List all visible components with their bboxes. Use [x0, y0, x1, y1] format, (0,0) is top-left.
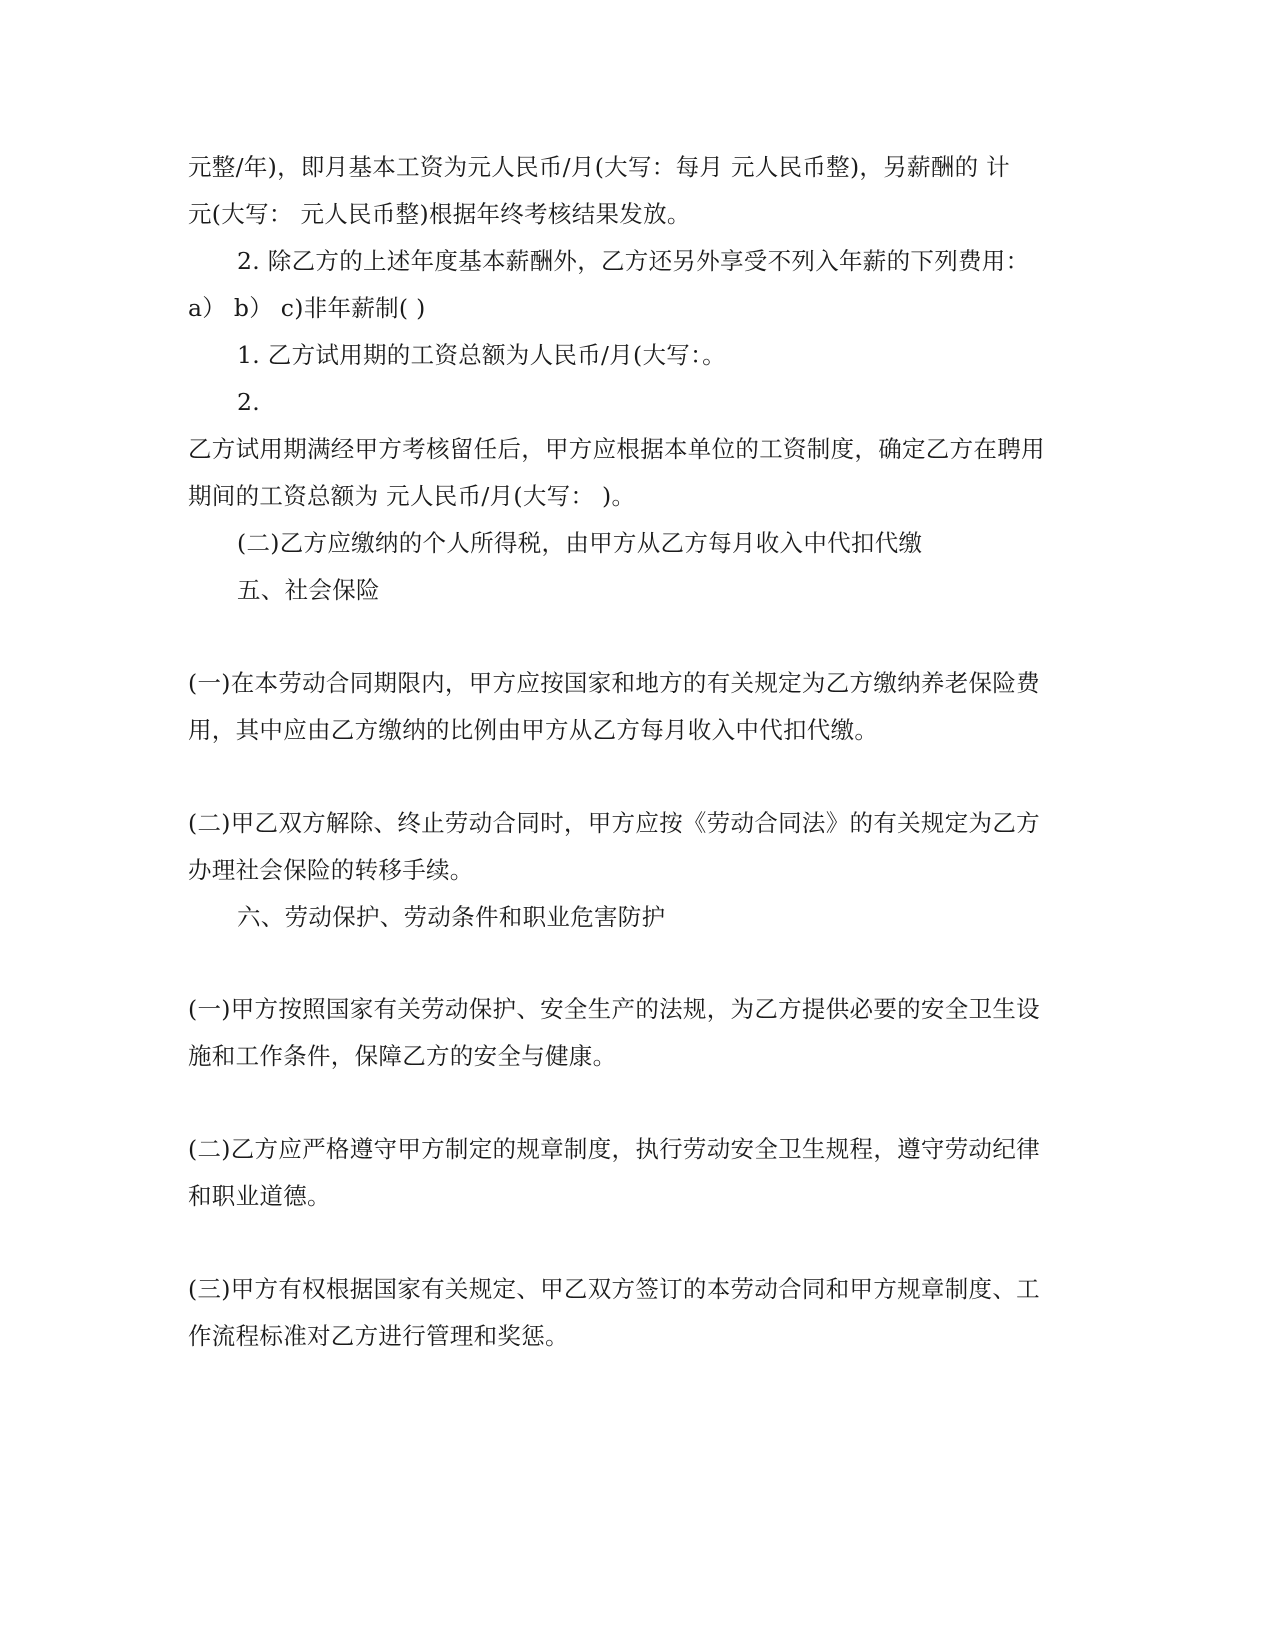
text-line: 元(大写： 元人民币整)根据年终考核结果发放。: [188, 200, 691, 228]
text-line: 期间的工资总额为 元人民币/月(大写： )。: [188, 482, 636, 510]
text-line: (二)乙方应严格遵守甲方制定的规章制度，执行劳动安全卫生规程，遵守劳动纪律: [188, 1135, 1040, 1163]
text-line: 和职业道德。: [188, 1182, 331, 1210]
text-line: 办理社会保险的转移手续。: [188, 856, 474, 884]
text-line: 乙方试用期满经甲方考核留任后，甲方应根据本单位的工资制度，确定乙方在聘用: [188, 435, 1045, 463]
text-line: (二)甲乙双方解除、终止劳动合同时，甲方应按《劳动合同法》的有关规定为乙方: [188, 809, 1040, 837]
text-line: 2. 除乙方的上述年度基本薪酬外，乙方还另外享受不列入年薪的下列费用：: [237, 247, 1030, 275]
text-line: 2.: [237, 388, 261, 416]
text-line: (一)甲方按照国家有关劳动保护、安全生产的法规，为乙方提供必要的安全卫生设: [188, 995, 1040, 1023]
text-line: (三)甲方有权根据国家有关规定、甲乙双方签订的本劳动合同和甲方规章制度、工: [188, 1275, 1040, 1303]
section-heading: 五、社会保险: [237, 576, 380, 604]
text-line: 元整/年)，即月基本工资为元人民币/月(大写：每月 元人民币整)，另薪酬的 计: [188, 153, 1010, 181]
text-line: (一)在本劳动合同期限内，甲方应按国家和地方的有关规定为乙方缴纳养老保险费: [188, 669, 1040, 697]
text-line: 作流程标准对乙方进行管理和奖惩。: [188, 1322, 569, 1350]
text-line: 1. 乙方试用期的工资总额为人民币/月(大写：。: [237, 341, 726, 369]
text-line: 用，其中应由乙方缴纳的比例由甲方从乙方每月收入中代扣代缴。: [188, 716, 879, 744]
section-heading: 六、劳动保护、劳动条件和职业危害防护: [237, 903, 666, 931]
text-line: a） b） c)非年薪制( ): [188, 294, 426, 322]
text-line: (二)乙方应缴纳的个人所得税，由甲方从乙方每月收入中代扣代缴: [237, 529, 923, 557]
text-line: 施和工作条件，保障乙方的安全与健康。: [188, 1042, 617, 1070]
